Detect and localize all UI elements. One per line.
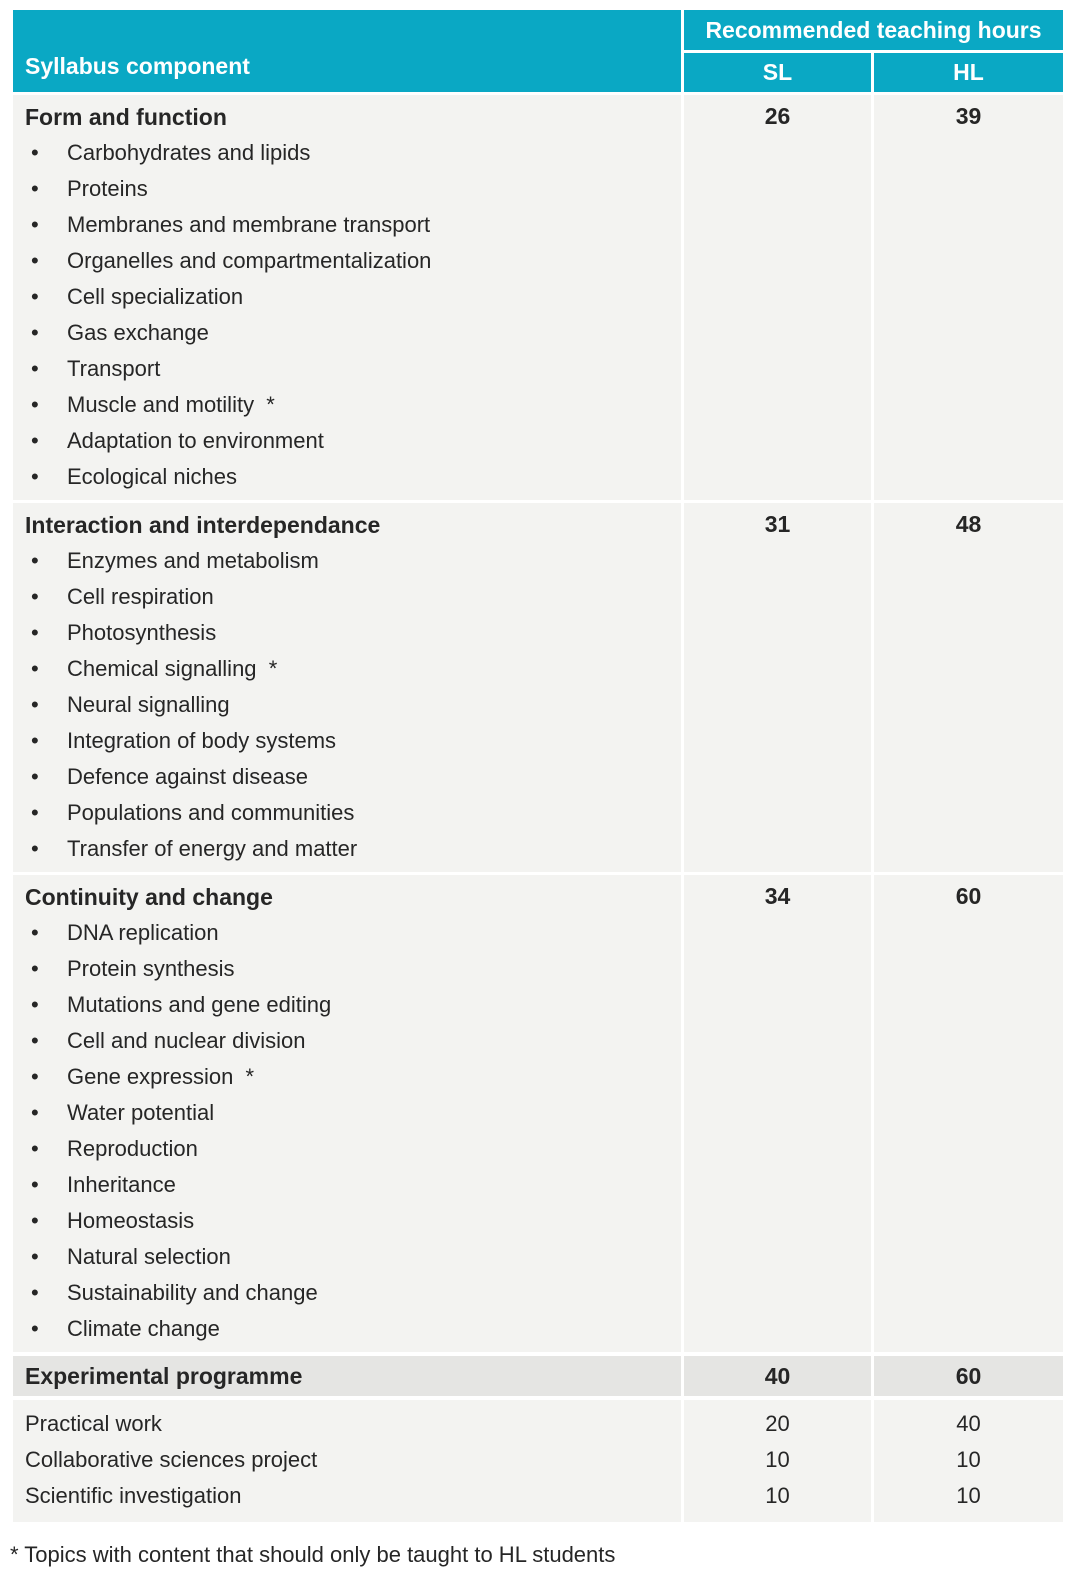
hl-topics-footnote: * Topics with content that should only be taught to HL students bbox=[10, 1542, 616, 1567]
detail-hl-hours: 10 bbox=[956, 1483, 981, 1508]
section-sl-hours: 26 bbox=[684, 95, 871, 500]
syllabus-section bbox=[13, 95, 1063, 500]
summary-row-title: Experimental programme bbox=[13, 1356, 681, 1396]
syllabus-topic: • Gene expression * bbox=[25, 1059, 681, 1095]
section-content-cell bbox=[13, 503, 681, 872]
detail-row-title: Collaborative sciences project bbox=[25, 1447, 318, 1472]
detail-row-title: Practical work bbox=[25, 1411, 162, 1436]
syllabus-topic: • Defence against disease bbox=[25, 759, 681, 795]
syllabus-topic: • Homeostasis bbox=[25, 1203, 681, 1239]
section-hl-hours: 48 bbox=[874, 503, 1063, 872]
detail-sl-hours: 20 bbox=[765, 1411, 790, 1436]
section-title: Form and function bbox=[25, 104, 227, 130]
header-hl-label: HL bbox=[874, 53, 1063, 92]
syllabus-topic: • Inheritance bbox=[25, 1167, 681, 1203]
syllabus-topic: • Organelles and compartmentalization bbox=[25, 243, 681, 279]
summary-hl-hours: 60 bbox=[874, 1356, 1063, 1396]
header-cell-syllabus-component bbox=[13, 10, 681, 92]
section-sl-hours: 31 bbox=[684, 503, 871, 872]
detail-sl-hours: 10 bbox=[765, 1483, 790, 1508]
table-header bbox=[13, 10, 1063, 92]
syllabus-topic: • Muscle and motility * bbox=[25, 387, 681, 423]
header-recommended-hours-label: Recommended teaching hours bbox=[684, 10, 1063, 50]
syllabus-topic: • Water potential bbox=[25, 1095, 681, 1131]
syllabus-topic: • Climate change bbox=[25, 1311, 681, 1347]
detail-sl-hours: 10 bbox=[765, 1447, 790, 1472]
syllabus-topic: • Proteins bbox=[25, 171, 681, 207]
syllabus-section bbox=[13, 875, 1063, 1352]
syllabus-topic: • Gas exchange bbox=[25, 315, 681, 351]
syllabus-table bbox=[13, 10, 1063, 1522]
detail-sl-column bbox=[684, 1400, 871, 1522]
syllabus-topic: • Enzymes and metabolism bbox=[25, 543, 681, 579]
syllabus-topic: • Transport bbox=[25, 351, 681, 387]
detail-hl-hours: 40 bbox=[956, 1411, 981, 1436]
header-sl-label: SL bbox=[684, 53, 871, 92]
detail-hl-column bbox=[874, 1400, 1063, 1522]
syllabus-topic: • Integration of body systems bbox=[25, 723, 681, 759]
syllabus-component-label: Syllabus component bbox=[25, 53, 250, 79]
detail-hl-hours: 10 bbox=[956, 1447, 981, 1472]
syllabus-topic: • Cell and nuclear division bbox=[25, 1023, 681, 1059]
section-title: Continuity and change bbox=[25, 884, 273, 910]
syllabus-topic: • Chemical signalling * bbox=[25, 651, 681, 687]
syllabus-topic: • Sustainability and change bbox=[25, 1275, 681, 1311]
syllabus-topic: • DNA replication bbox=[25, 915, 681, 951]
syllabus-topic: • Cell specialization bbox=[25, 279, 681, 315]
syllabus-topic: • Photosynthesis bbox=[25, 615, 681, 651]
section-content-cell bbox=[13, 95, 681, 500]
syllabus-topic: • Ecological niches bbox=[25, 459, 681, 495]
summary-row-experimental-programme bbox=[13, 1356, 1063, 1396]
detail-row-title: Scientific investigation bbox=[25, 1483, 242, 1508]
syllabus-topic: • Cell respiration bbox=[25, 579, 681, 615]
syllabus-topic: • Populations and communities bbox=[25, 795, 681, 831]
syllabus-topic: • Membranes and membrane transport bbox=[25, 207, 681, 243]
syllabus-topic: • Adaptation to environment bbox=[25, 423, 681, 459]
syllabus-topic: • Carbohydrates and lipids bbox=[25, 135, 681, 171]
section-sl-hours: 34 bbox=[684, 875, 871, 1352]
syllabus-topic: • Neural signalling bbox=[25, 687, 681, 723]
syllabus-topic: • Natural selection bbox=[25, 1239, 681, 1275]
section-content-cell bbox=[13, 875, 681, 1352]
syllabus-topic: • Mutations and gene editing bbox=[25, 987, 681, 1023]
syllabus-topic: • Protein synthesis bbox=[25, 951, 681, 987]
section-topic-list bbox=[25, 915, 681, 1347]
detail-titles-column bbox=[13, 1400, 681, 1522]
section-hl-hours: 60 bbox=[874, 875, 1063, 1352]
section-hl-hours: 39 bbox=[874, 95, 1063, 500]
syllabus-section bbox=[13, 503, 1063, 872]
header-level-row bbox=[684, 53, 1063, 92]
syllabus-sections bbox=[13, 95, 1063, 1352]
summary-sl-hours: 40 bbox=[684, 1356, 871, 1396]
syllabus-topic: • Transfer of energy and matter bbox=[25, 831, 681, 867]
section-topic-list bbox=[25, 543, 681, 867]
header-hours-group bbox=[684, 10, 1063, 92]
syllabus-topic: • Reproduction bbox=[25, 1131, 681, 1167]
detail-rows-block bbox=[13, 1400, 1063, 1522]
section-topic-list bbox=[25, 135, 681, 495]
section-title: Interaction and interdependance bbox=[25, 512, 381, 538]
